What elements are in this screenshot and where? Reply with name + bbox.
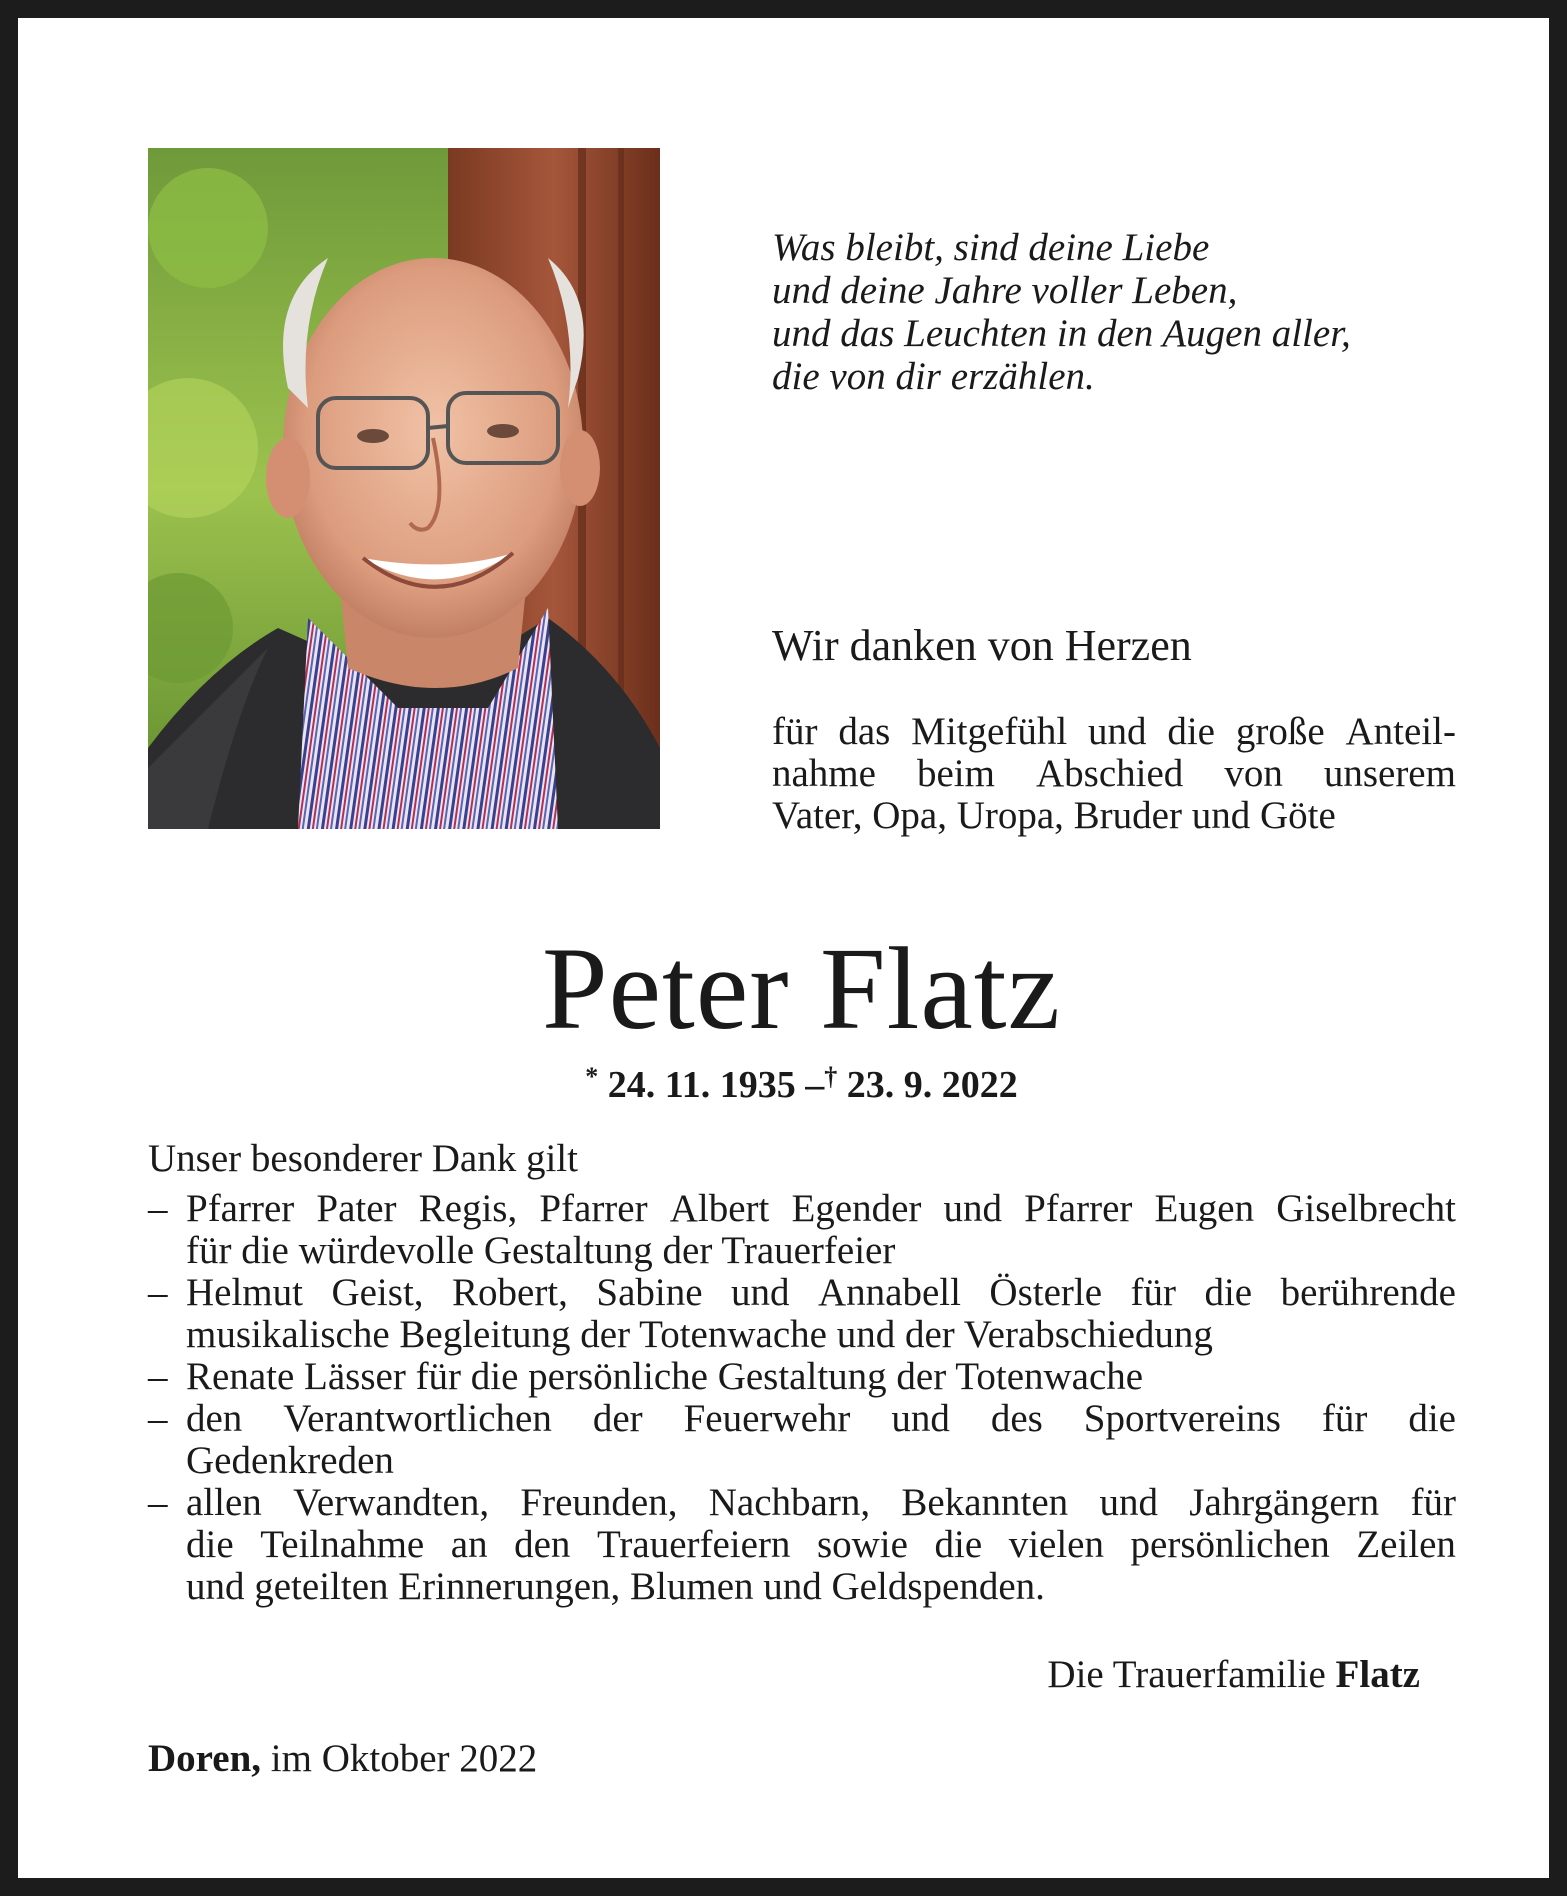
list-item — [148, 1272, 1456, 1356]
list-dash: – — [148, 1187, 168, 1230]
word: Egender — [791, 1187, 922, 1230]
word: Eugen — [1154, 1187, 1255, 1230]
word: Sportvereins — [1083, 1397, 1281, 1440]
word: Jahrgängern — [1189, 1481, 1380, 1524]
birth-mark: * — [585, 1062, 599, 1091]
place-date — [148, 1736, 537, 1782]
word: Albert — [669, 1187, 770, 1230]
word: allen — [186, 1481, 262, 1524]
deceased-name: Peter Flatz — [542, 923, 1061, 1054]
list-dash: – — [148, 1355, 168, 1398]
list-line — [186, 1398, 1456, 1440]
list-dash: – — [148, 1271, 168, 1314]
word: persönlichen — [1130, 1523, 1330, 1566]
list-line: musikalische Begleitung der Totenwache und der Verabschiedung — [186, 1313, 1213, 1356]
thanks-line: Vater, Opa, Uropa, Bruder und Göte — [772, 794, 1336, 837]
list-line — [186, 1524, 1456, 1566]
word: Giselbrecht — [1276, 1187, 1456, 1230]
word: die — [186, 1523, 234, 1566]
poem-line: Was bleibt, sind deine Liebe — [772, 226, 1210, 269]
word: Bekannten — [901, 1481, 1069, 1524]
list-line: Gedenkreden — [186, 1439, 394, 1482]
thanks-line — [772, 753, 1456, 795]
word: Pater — [316, 1187, 397, 1230]
portrait-photo — [148, 148, 660, 829]
word: Zeilen — [1356, 1523, 1456, 1566]
word: Verwandten, — [293, 1481, 490, 1524]
word: des — [990, 1397, 1043, 1440]
word: vielen — [1008, 1523, 1104, 1566]
list-item — [148, 1356, 1456, 1398]
thanks-text — [772, 711, 1456, 837]
signature-prefix: Die Trauerfamilie — [1047, 1653, 1326, 1696]
list-line: und geteilten Erinnerungen, Blumen und Geldspenden. — [186, 1565, 1045, 1608]
memorial-poem — [772, 226, 1472, 398]
special-thanks-list — [148, 1188, 1456, 1608]
word: große — [1235, 710, 1325, 753]
list-line — [186, 1188, 1456, 1230]
life-dates — [18, 1052, 1567, 1110]
word: Pfarrer — [1024, 1187, 1133, 1230]
poem-line: und deine Jahre voller Leben, — [772, 269, 1238, 312]
word: an — [450, 1523, 488, 1566]
word: Feuerwehr — [683, 1397, 851, 1440]
word: Teilnahme — [260, 1523, 425, 1566]
word: Regis, — [418, 1187, 518, 1230]
list-line: für die würdevolle Gestaltung der Trauerfeier — [186, 1229, 896, 1272]
thanks-line — [772, 711, 1456, 753]
list-dash: – — [148, 1481, 168, 1524]
birth-date: 24. 11. 1935 — [607, 1064, 796, 1106]
word: Österle — [989, 1271, 1103, 1314]
place: Doren, — [148, 1737, 262, 1780]
word: Pfarrer — [539, 1187, 648, 1230]
word: und — [1099, 1481, 1158, 1524]
poem-line: und das Leuchten in den Augen aller, — [772, 312, 1351, 355]
word: von — [1224, 752, 1283, 795]
list-line — [186, 1272, 1456, 1314]
word: die — [1167, 710, 1215, 753]
list-dash: – — [148, 1397, 168, 1440]
word: der — [592, 1397, 643, 1440]
family-signature — [1047, 1652, 1420, 1698]
word: Mitgefühl — [911, 710, 1068, 753]
word: Helmut — [186, 1271, 303, 1314]
poem-line: die von dir erzählen. — [772, 355, 1095, 398]
word: Nachbarn, — [708, 1481, 871, 1524]
death-mark: † — [824, 1062, 838, 1091]
word: für — [1410, 1481, 1456, 1524]
family-name: Flatz — [1335, 1653, 1420, 1696]
word: berührende — [1280, 1271, 1456, 1314]
word: für — [1130, 1271, 1176, 1314]
date-separator: – — [805, 1064, 825, 1106]
special-thanks-heading: Unser besonderer Dank gilt — [148, 1137, 578, 1180]
word: die — [1204, 1271, 1253, 1314]
list-item — [148, 1482, 1456, 1608]
word: sowie — [816, 1523, 908, 1566]
word: Geist, — [331, 1271, 424, 1314]
word: den — [186, 1397, 243, 1440]
word: und — [1088, 710, 1147, 753]
word: die — [1408, 1397, 1456, 1440]
word: Freunden, — [520, 1481, 678, 1524]
word: unserem — [1323, 752, 1456, 795]
thanks-heading: Wir danken von Herzen — [772, 621, 1192, 670]
word: und — [943, 1187, 1002, 1230]
word: Verantwortlichen — [283, 1397, 552, 1440]
word: Trauerfeiern — [596, 1523, 791, 1566]
word: das — [838, 710, 891, 753]
word: Sabine — [596, 1271, 703, 1314]
list-line — [186, 1482, 1456, 1524]
word: Robert, — [452, 1271, 568, 1314]
word: Annabell — [817, 1271, 961, 1314]
word: für — [772, 710, 818, 753]
word: nahme — [772, 752, 876, 795]
word: für — [1321, 1397, 1368, 1440]
word: Pfarrer — [186, 1187, 295, 1230]
list-item — [148, 1398, 1456, 1482]
word: und — [891, 1397, 950, 1440]
word: Abschied — [1035, 752, 1184, 795]
word: den — [514, 1523, 571, 1566]
death-date: 23. 9. 2022 — [846, 1064, 1018, 1106]
word: Anteil- — [1345, 710, 1456, 753]
word: die — [934, 1523, 983, 1566]
date: im Oktober 2022 — [270, 1737, 538, 1780]
list-line: Renate Lässer für die persönliche Gestaltung der Totenwache — [186, 1355, 1144, 1398]
word: beim — [916, 752, 995, 795]
word: und — [731, 1271, 790, 1314]
list-item — [148, 1188, 1456, 1272]
